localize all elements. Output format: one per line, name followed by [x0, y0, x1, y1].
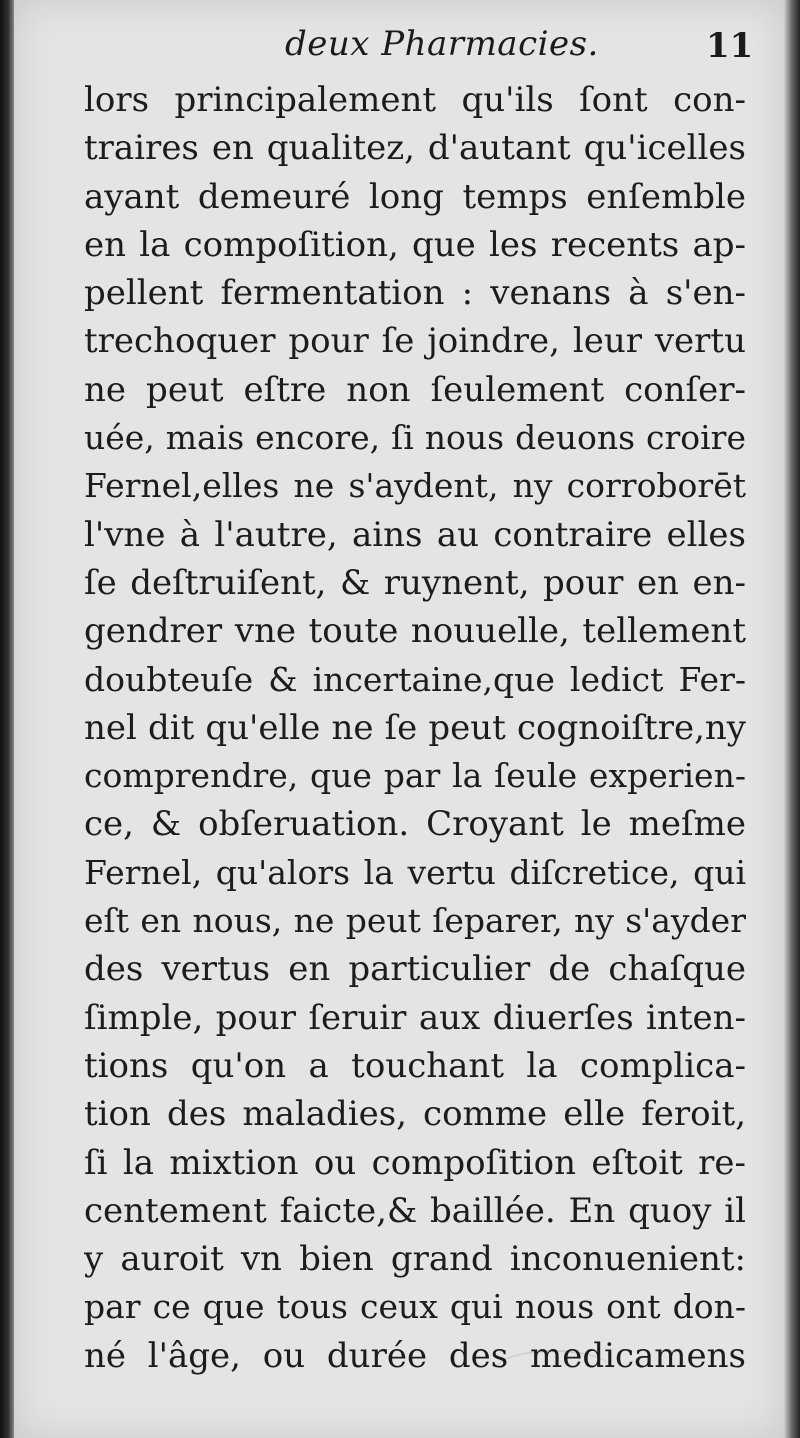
- text-line: par ce que tous ceux qui nous ont don-: [84, 1287, 746, 1327]
- text-line: en la compoſition, que les recents ap-: [84, 224, 746, 265]
- text-line: pellent fermentation : venans à s'en-: [84, 273, 746, 314]
- page-number: 11: [706, 26, 754, 66]
- body-text: [84, 76, 746, 1380]
- text-line: trechoquer pour ſe joindre, leur vertu: [84, 321, 746, 362]
- text-line: lors principalement qu'ils ſont con-: [84, 80, 746, 120]
- text-line: l'vne à l'autre, ains au contraire elles: [84, 514, 746, 555]
- text-line: centement faicte,& baillée. En quoy il: [84, 1190, 746, 1231]
- text-line: ayant demeuré long temps enſemble: [84, 176, 746, 217]
- text-line: des vertus en particulier de chaſque: [84, 949, 746, 990]
- text-line: Fernel,elles ne s'aydent, ny corroborēt: [84, 466, 746, 506]
- page-edge-left: [0, 0, 14, 1438]
- running-head: [0, 18, 800, 68]
- text-line: ce, & obſeruation. Croyant le meſme: [84, 804, 746, 845]
- text-line: tions qu'on a touchant la complica-: [84, 1045, 746, 1086]
- text-line: ſe deſtruiſent, & ruynent, pour en en-: [84, 562, 746, 603]
- text-line: traires en qualitez, d'autant qu'icelles: [84, 128, 746, 169]
- text-line: eſt en nous, ne peut ſeparer, ny s'ayder: [84, 901, 746, 941]
- text-line: y auroit vn bien grand inconuenient:: [84, 1239, 746, 1280]
- text-line: né l'âge, ou durée des medicamens: [84, 1335, 746, 1376]
- text-line: Fernel, qu'alors la vertu diſcretice, qui: [84, 852, 746, 892]
- text-line: ne peut eſtre non ſeulement conſer-: [84, 369, 746, 410]
- text-line: doubteuſe & incertaine,que ledict Fer-: [84, 659, 746, 699]
- text-line: comprendre, que par la ſeule experien-: [84, 756, 746, 796]
- text-line: uée, mais encore, ſi nous deuons croire: [84, 418, 746, 458]
- text-line: nel dit qu'elle ne ſe peut cognoiſtre,ny: [84, 707, 746, 748]
- text-line: ſimple, pour ſeruir aux diuerſes inten-: [84, 997, 746, 1038]
- page-edge-right: [784, 0, 800, 1438]
- text-line: ſi la mixtion ou compoſition eſtoit re-: [84, 1142, 746, 1183]
- text-line: tion des maladies, comme elle feroit,: [84, 1094, 746, 1135]
- running-title: deux Pharmacies.: [285, 24, 599, 64]
- text-line: gendrer vne toute nouuelle, tellement: [84, 611, 746, 652]
